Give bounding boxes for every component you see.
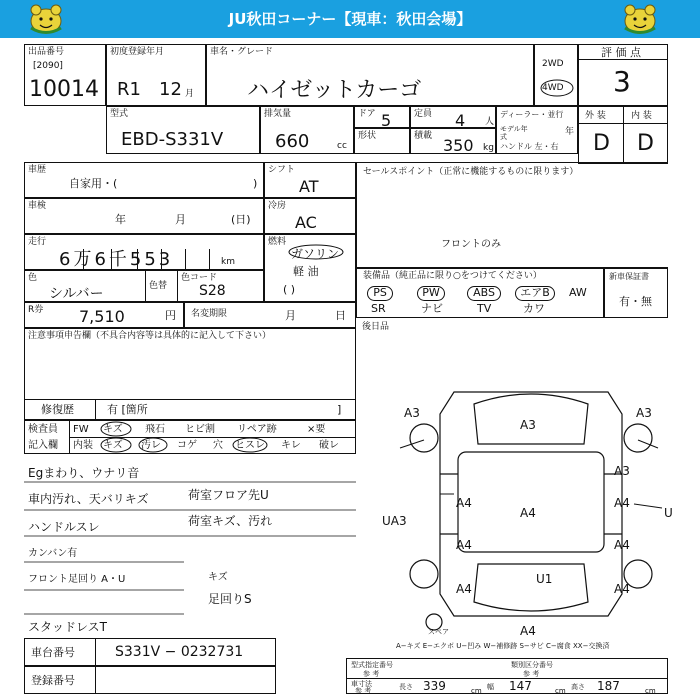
recycle-label: R券 [28, 305, 44, 315]
notes-label: 注意事項申告欄（不具合内容等は具体的に記入して下さい） [28, 331, 272, 341]
shift-label: シフト [268, 165, 296, 175]
warranty-value: 有・無 [619, 295, 652, 308]
drive-4wd-circle [539, 78, 575, 98]
equipment-navi: ナビ [421, 302, 443, 315]
first-registration-month-unit: 月 [185, 89, 195, 99]
equipment-label: 装備品（純正品に限り○をつけてください） [363, 271, 542, 281]
designation-label-2: 参 考 [363, 670, 380, 678]
equipment-abs: ABS [467, 286, 501, 301]
width-unit: cm [555, 687, 566, 695]
fuel-box [264, 234, 356, 302]
fuel-other: ( ) [283, 283, 296, 296]
height-unit: cm [645, 687, 656, 695]
equipment-pw: PW [417, 286, 445, 301]
equipment-ps: PS [367, 286, 393, 301]
mileage-value: 6万6千553 [59, 249, 174, 270]
usage-value: 自家用・( [69, 177, 118, 190]
ac-value: AC [295, 213, 317, 232]
designation-label-3: 類別区分番号 [511, 661, 553, 669]
damage-mark-4: A3 [614, 464, 630, 478]
usage-close: ) [253, 177, 258, 190]
mascot-icon [28, 3, 64, 35]
interior-exterior-box [578, 106, 668, 164]
warranty-box [604, 268, 668, 318]
lot-number: 10014 [29, 77, 99, 102]
length-unit: cm [471, 687, 482, 695]
capacity-value: 4 [455, 111, 466, 130]
fuel-label: 燃料 [268, 237, 287, 247]
equipment-box [356, 268, 604, 318]
model-name-label: 車名・グレード [210, 47, 274, 57]
damage-mark-14: U1 [536, 572, 553, 586]
remark-right-4: 足回りS [208, 592, 252, 606]
first-registration-month: 12 [159, 79, 182, 100]
drive-2wd: 2WD [542, 59, 564, 69]
width-label: 幅 [487, 683, 494, 691]
spare-label: スペア [428, 628, 449, 636]
interior-value: D [637, 131, 654, 156]
capacity-unit: 人 [485, 117, 495, 127]
damage-mark-7: A4 [456, 496, 472, 510]
equipment-airbag: エアB [515, 286, 555, 301]
model-name-box [206, 44, 534, 106]
load-unit: kg [483, 143, 494, 153]
inspector-int-tear: 破レ [319, 440, 339, 451]
exterior-value: D [593, 131, 610, 156]
equipment-tv: TV [477, 302, 492, 315]
inspector-int-dirt: 汚レ [141, 440, 161, 451]
fuel-diesel: 軽 油 [293, 265, 319, 278]
remark-ruled-lines [24, 456, 356, 636]
damage-mark-2: A3 [520, 418, 536, 432]
name-change-box [184, 302, 356, 328]
fuel-gasoline: ガソリン [291, 247, 340, 261]
remark-6: スタッドレスT [28, 620, 107, 634]
auction-sheet [24, 44, 673, 695]
mileage-unit: km [221, 257, 235, 267]
repair-value: 有 [箇所 [107, 403, 148, 416]
color-change-label: 色替 [149, 281, 168, 291]
doors-label: ドア [358, 109, 376, 119]
inspector-fw: FW [73, 424, 89, 435]
damage-mark-10: A4 [456, 538, 472, 552]
inspector-box [24, 420, 356, 454]
rear-seat-label: 後日品 [362, 322, 390, 332]
recycle-value: 7,510 [79, 307, 125, 326]
color-box [24, 270, 264, 302]
inspector-interior: 内装 [73, 440, 93, 451]
dealer-label: ディーラー・並行 [500, 110, 564, 119]
length-value: 339 [423, 679, 446, 693]
shift-value: AT [299, 177, 319, 196]
displacement-value: 660 [275, 131, 310, 152]
width-value: 147 [509, 679, 532, 693]
displacement-box [260, 106, 354, 154]
type-box [106, 106, 260, 154]
inspector-fw-crack: ヒビ割 [185, 424, 215, 435]
mascot-icon-right [622, 3, 658, 35]
usage-box [24, 162, 264, 198]
rating-box [578, 44, 668, 106]
notes-box [24, 328, 356, 420]
sales-point-box [356, 162, 668, 268]
designation-label-1: 型式指定番号 [351, 661, 393, 669]
lot-box [24, 44, 106, 106]
model-year-label: モデル年式 [500, 125, 528, 141]
inspector-int-hole: 穴 [213, 440, 223, 451]
inspector-scratch-circle [99, 421, 133, 437]
first-registration-label: 初度登録年月 [110, 47, 165, 57]
inspector-int-wear: ヒスレ [235, 440, 265, 451]
ac-label: 冷房 [268, 201, 287, 211]
damage-legend: A−キズ E−エクボ U−凹み W−補修跡 S−サビ C−腐食 XX−交換済 [396, 642, 610, 650]
name-change-label: 名変期限 [191, 309, 228, 319]
designation-label-4: 参 考 [523, 670, 540, 678]
load-value: 350 [443, 136, 474, 155]
damage-mark-1: A3 [404, 406, 420, 420]
inspector-dirt-circle [137, 437, 169, 453]
capacity-box [410, 106, 496, 128]
color-label: 色 [28, 273, 38, 283]
remark-3: ハンドルスレ [28, 520, 100, 534]
lot-sub: [2090] [33, 61, 63, 71]
equipment-aw: AW [569, 286, 587, 299]
inspector-wear-circle [231, 437, 269, 453]
inspector-label-2: 記入欄 [28, 440, 58, 451]
model-year-unit: 年 [565, 127, 575, 137]
model-name-value: ハイゼットカーゴ [247, 78, 422, 103]
inspection-day: (日) [231, 213, 251, 226]
capacity-label: 定員 [414, 109, 433, 119]
inspector-int-scratch: キズ [103, 440, 123, 451]
sales-point-note: フロントのみ [441, 239, 501, 250]
dimensions-ref: 参 考 [355, 687, 372, 695]
damage-mark-12: A4 [456, 582, 472, 596]
inspector-int-cut: キレ [281, 440, 301, 451]
handle-label: ハンドル 左・右 [500, 142, 559, 151]
warranty-label: 新車保証書 [609, 272, 649, 281]
remark-1: Egまわり、ウナリ音 [28, 466, 140, 480]
inspector-fw-chip: 飛石 [145, 424, 165, 435]
sales-point-label: セールスポイント（正常に機能するものに限ります） [363, 167, 579, 177]
repair-close: ] [337, 403, 342, 416]
inspector-int-scratch-circle [99, 437, 133, 453]
damage-mark-8: A4 [520, 506, 536, 520]
chassis-value: S331V − 0232731 [115, 644, 244, 660]
chassis-box [24, 638, 276, 666]
name-change-month: 月 [285, 309, 296, 322]
first-registration-box [106, 44, 206, 106]
recycle-unit: 円 [165, 309, 176, 322]
displacement-label: 排気量 [264, 109, 292, 119]
chassis-label: 車台番号 [31, 646, 75, 659]
designation-box [346, 658, 668, 694]
equipment-sr: SR [371, 302, 386, 315]
load-label: 積載 [414, 131, 433, 141]
registration-label: 登録番号 [31, 674, 75, 687]
remark-right-2: 荷室キズ、汚れ [188, 514, 273, 528]
inspection-box [24, 198, 264, 234]
drive-4wd: 4WD [542, 83, 564, 93]
repair-label: 修復歴 [41, 403, 74, 416]
color-code: S28 [199, 283, 226, 299]
inspector-int-burn: コゲ [177, 440, 197, 451]
page-title: JU秋田コーナー【現車：秋田会場】 [228, 10, 472, 28]
dimensions-label: 車寸法 [351, 680, 372, 688]
type-label: 型式 [110, 109, 129, 119]
doors-box [354, 106, 410, 128]
first-registration-era: R1 [117, 79, 141, 100]
load-box [410, 128, 496, 154]
inspector-label-1: 検査員 [28, 424, 58, 435]
inspection-label: 車検 [28, 201, 47, 211]
registration-box [24, 666, 276, 694]
fuel-gasoline-circle [287, 243, 345, 261]
height-value: 187 [597, 679, 620, 693]
damage-mark-5: U [664, 506, 673, 520]
name-change-day: 日 [335, 309, 346, 322]
inspector-fw-scratch: キズ [103, 424, 123, 435]
damage-mark-3: A3 [636, 406, 652, 420]
inspector-fw-replace: ×要 [307, 424, 326, 435]
height-label: 高さ [571, 683, 585, 691]
mileage-label: 走行 [28, 237, 47, 247]
damage-mark-11: A4 [614, 538, 630, 552]
interior-label: 内 装 [631, 111, 652, 121]
mileage-box [24, 234, 264, 270]
damage-mark-6: UA3 [382, 514, 407, 528]
damage-mark-9: A4 [614, 496, 630, 510]
equipment-leather: カワ [523, 302, 545, 315]
shape-box [354, 128, 410, 154]
inspection-year: 年 [115, 213, 126, 226]
ac-box [264, 198, 356, 234]
displacement-unit: cc [337, 141, 347, 151]
usage-label: 車歴 [28, 165, 47, 175]
recycle-box [24, 302, 184, 328]
damage-mark-15: A4 [520, 624, 536, 638]
drive-box [534, 44, 578, 106]
remark-4: カンバン有 [28, 548, 78, 559]
shift-box [264, 162, 356, 198]
type-value: EBD-S331V [121, 129, 224, 150]
color-code-label: 色コード [181, 273, 218, 283]
exterior-label: 外 装 [585, 111, 606, 121]
rating-value: 3 [613, 65, 631, 98]
color-value: シルバー [49, 286, 104, 302]
length-label: 長さ [399, 683, 413, 691]
inspection-month: 月 [175, 213, 186, 226]
doors-value: 5 [381, 111, 392, 130]
lot-label: 出品番号 [28, 47, 65, 57]
shape-label: 形状 [358, 131, 377, 141]
damage-mark-13: A4 [614, 582, 630, 596]
remark-right-1: 荷室フロア先U [188, 488, 269, 502]
remark-right-3: キズ [208, 572, 228, 583]
remark-5: フロント足回り A・U [28, 574, 126, 585]
rating-label: 評 価 点 [601, 46, 641, 59]
remark-2: 車内汚れ、天バリキズ [28, 492, 149, 506]
dealer-box [496, 106, 578, 154]
inspector-fw-repair: リペア跡 [237, 424, 277, 435]
